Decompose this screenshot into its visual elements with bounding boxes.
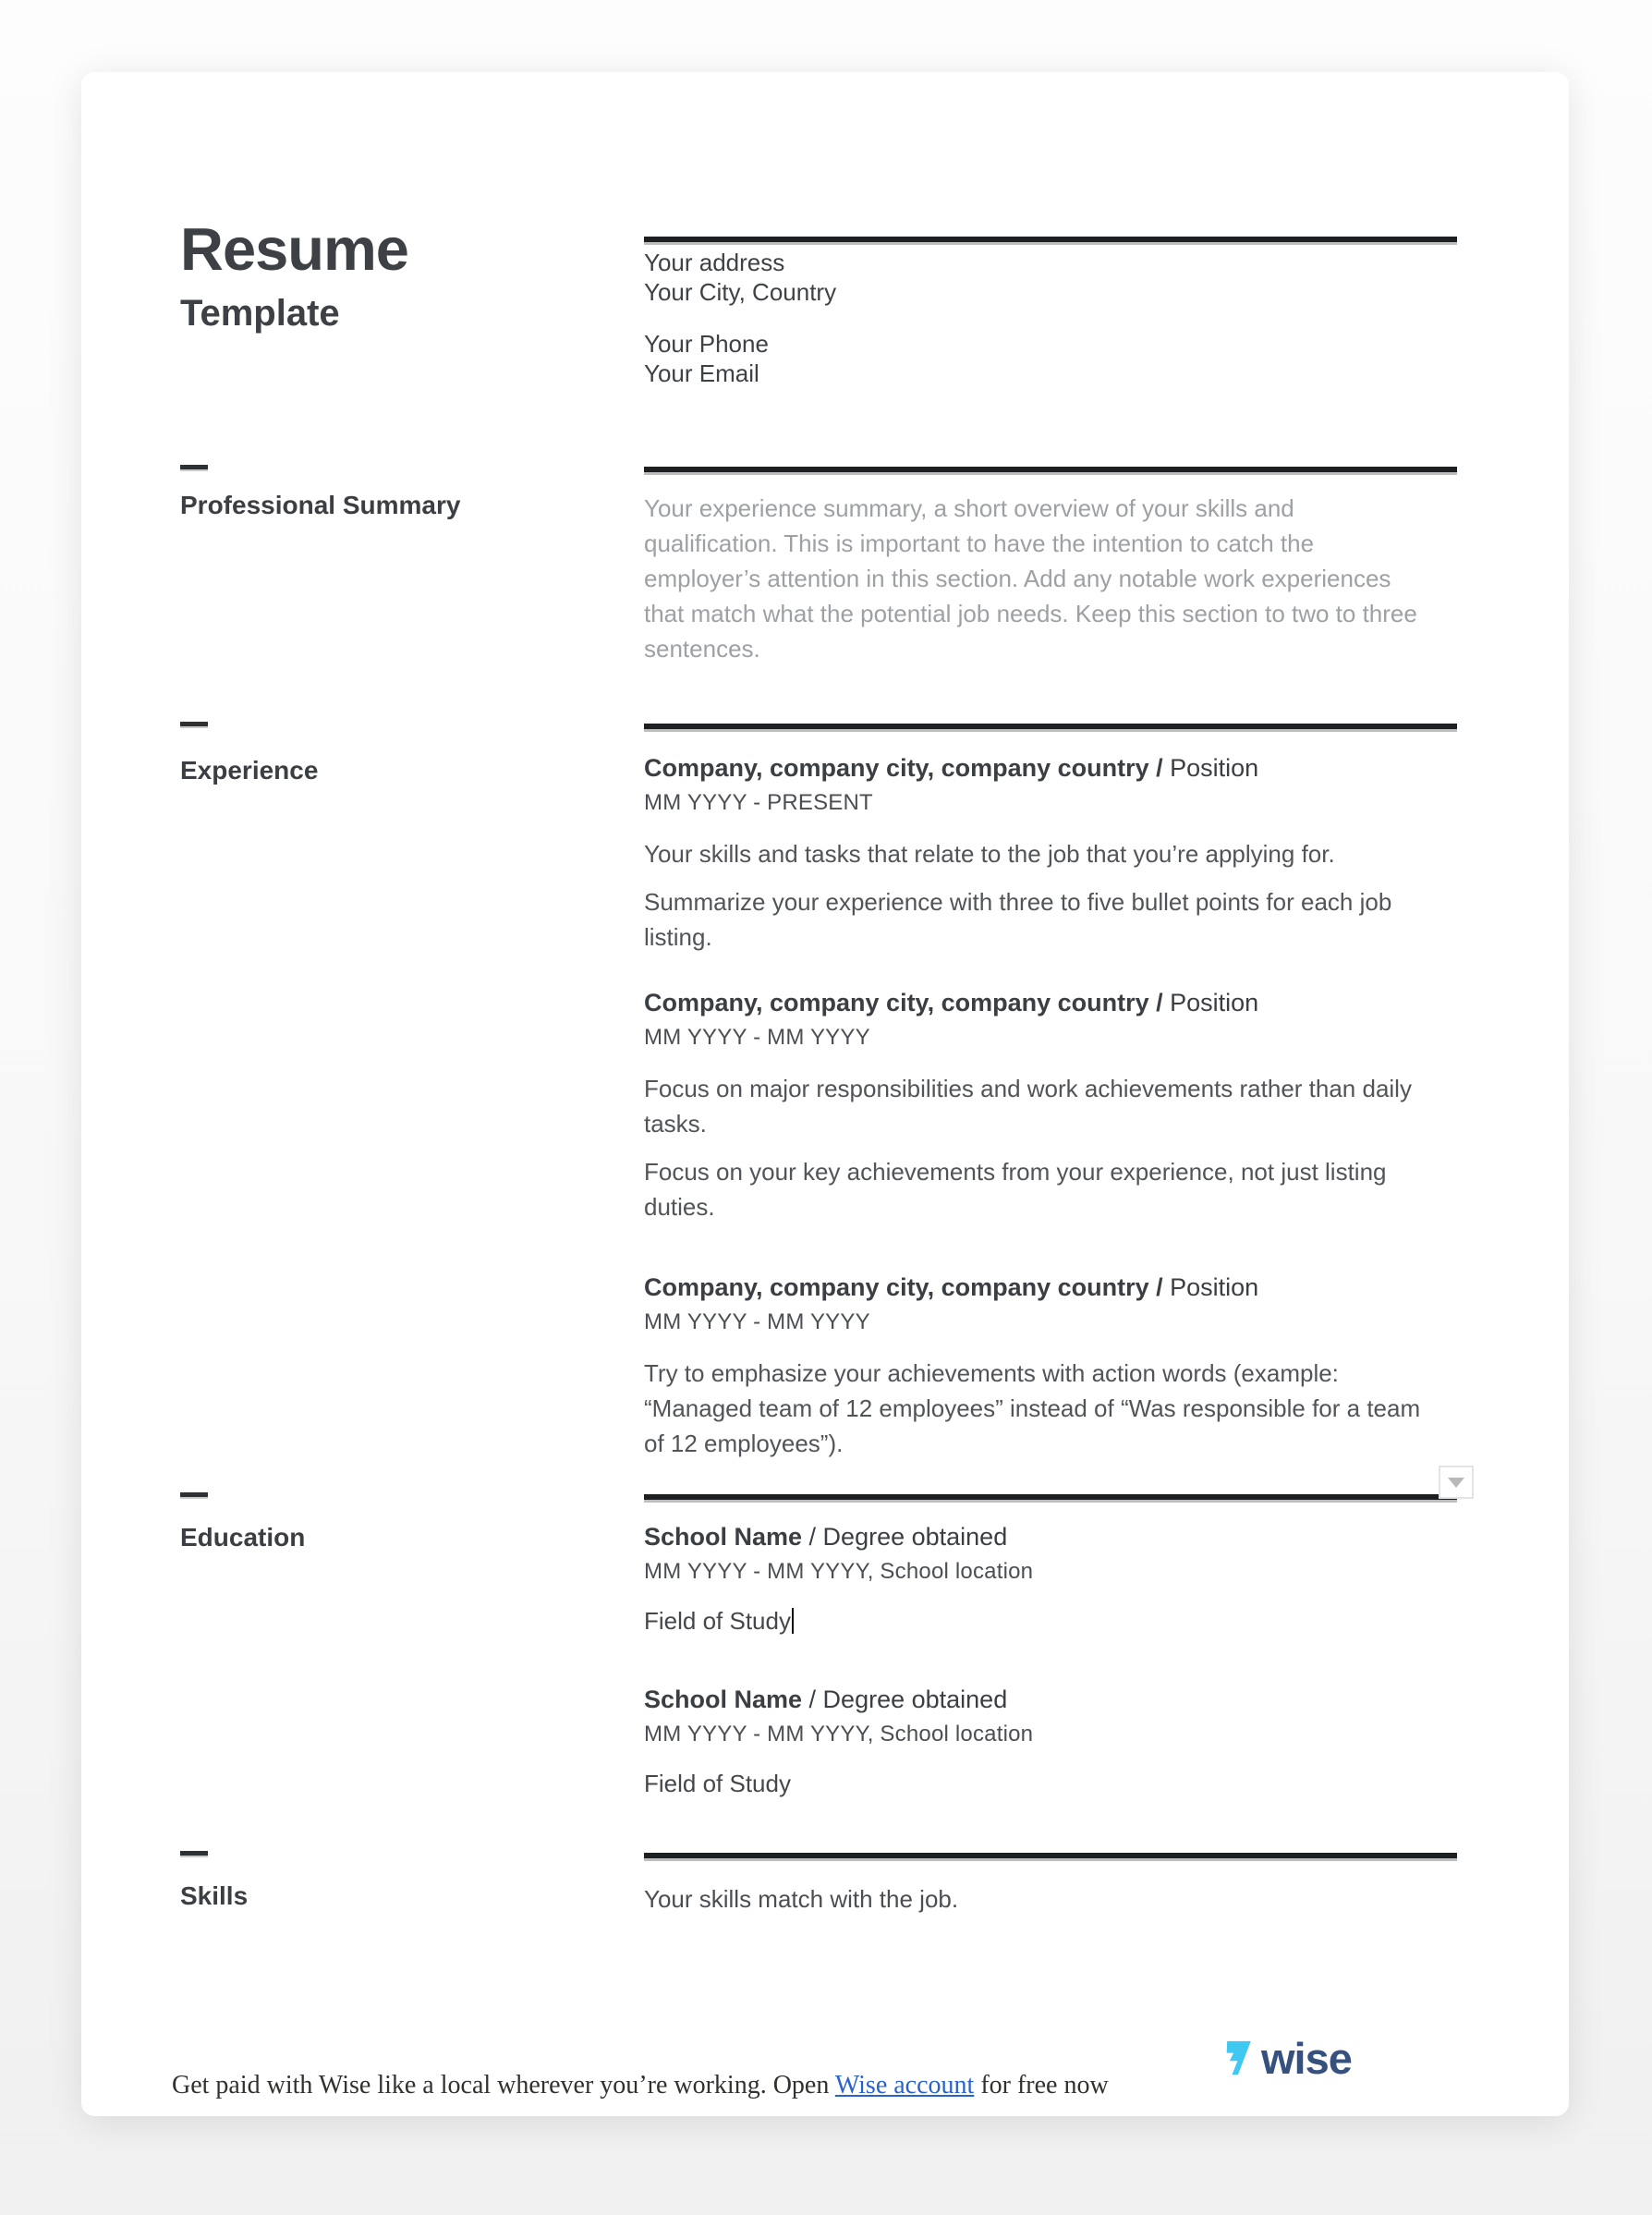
section-dash: [180, 1492, 208, 1497]
school-field: [644, 1607, 1429, 1635]
school-dates: MM YYYY - MM YYYY, School location: [644, 1559, 1034, 1584]
section-dash: [180, 1851, 208, 1856]
footer-text-after-link: for free now: [974, 2071, 1109, 2099]
school-title: [644, 1523, 1429, 1552]
contact-city-country: Your City, Country: [644, 278, 837, 306]
contact-block: [644, 248, 836, 410]
contact-address: Your address: [644, 249, 785, 276]
school-entry: [644, 1523, 1429, 1635]
wise-wordmark: wise: [1261, 2034, 1352, 2083]
job-position: Position: [1162, 754, 1259, 782]
job-paragraph: Focus on major responsibilities and work achievements rather than daily tasks.: [644, 1075, 1412, 1138]
job-dates: MM YYYY - PRESENT: [644, 790, 873, 815]
job-paragraph: Try to emphasize your achievements with action words (example: “Managed team of 12 employees” instead of “Was responsible for a team of 12 employees”).: [644, 1359, 1421, 1457]
document-card: [81, 72, 1569, 2116]
skills-text: Your skills match with the job.: [644, 1885, 959, 1913]
job-paragraph: Your skills and tasks that relate to the job that you’re applying for.: [644, 840, 1335, 868]
job-title: [644, 754, 1429, 783]
job-title: [644, 989, 1429, 1017]
school-entry: [644, 1686, 1429, 1797]
skills-divider: [644, 1853, 1457, 1858]
experience-divider: [644, 724, 1457, 729]
section-heading-professional-summary: Professional Summary: [180, 491, 461, 519]
section-dash: [180, 465, 208, 469]
job-entry: [644, 1273, 1429, 1461]
document-title-block: [180, 213, 408, 335]
section-heading-experience: Experience: [180, 756, 319, 785]
summary-placeholder-text: Your experience summary, a short overview of your skills and qualification. This is important to have the intention to catch the employer’s attention in this section. Add any notable work experiences that match what the potential job needs. Keep this section to two to three sentences.: [644, 494, 1417, 663]
wise-flag-icon: [1224, 2037, 1254, 2079]
school-field: [644, 1770, 1429, 1797]
school-name: School Name: [644, 1523, 803, 1551]
section-dash: [180, 722, 208, 726]
job-company: Company, company city, company country /: [644, 1273, 1163, 1301]
resume-title: Resume: [180, 215, 408, 283]
contact-phone-stanza: [644, 329, 836, 388]
text-caret: [792, 1608, 794, 1634]
contact-phone: Your Phone: [644, 330, 769, 358]
summary-divider: [644, 467, 1457, 472]
education-divider: [644, 1494, 1457, 1500]
job-title: [644, 1273, 1429, 1302]
job-company: Company, company city, company country /: [644, 754, 1163, 782]
school-field-text: Field of Study: [644, 1607, 791, 1635]
contact-address-stanza: [644, 248, 836, 307]
school-field-text: Field of Study: [644, 1770, 791, 1797]
school-degree: / Degree obtained: [802, 1686, 1008, 1713]
wise-account-link[interactable]: Wise account: [834, 2071, 975, 2099]
school-title: [644, 1686, 1429, 1714]
job-paragraph: Summarize your experience with three to five bullet points for each job listing.: [644, 888, 1392, 951]
job-entry: [644, 754, 1429, 955]
job-dates: MM YYYY - MM YYYY: [644, 1309, 870, 1334]
section-heading-skills: Skills: [180, 1881, 249, 1910]
wise-logo: [1224, 2034, 1352, 2083]
job-position: Position: [1162, 989, 1259, 1016]
job-paragraph: Focus on your key achievements from your experience, not just listing duties.: [644, 1158, 1387, 1221]
school-dates: MM YYYY - MM YYYY, School location: [644, 1722, 1034, 1746]
chevron-down-icon: [1448, 1478, 1464, 1488]
header-divider: [644, 237, 1457, 242]
dropdown-arrow-button[interactable]: [1439, 1466, 1474, 1499]
contact-email: Your Email: [644, 359, 759, 387]
section-heading-education: Education: [180, 1523, 306, 1552]
template-subtitle: Template: [180, 293, 340, 334]
footer-promo-text: [172, 2070, 1318, 2101]
job-position: Position: [1162, 1273, 1259, 1301]
footer-text-before-link: Get paid with Wise like a local wherever you’re working. Open: [172, 2071, 835, 2099]
school-degree: / Degree obtained: [802, 1523, 1008, 1551]
job-company: Company, company city, company country /: [644, 989, 1163, 1016]
job-dates: MM YYYY - MM YYYY: [644, 1025, 870, 1050]
school-name: School Name: [644, 1686, 803, 1713]
job-entry: [644, 989, 1429, 1224]
